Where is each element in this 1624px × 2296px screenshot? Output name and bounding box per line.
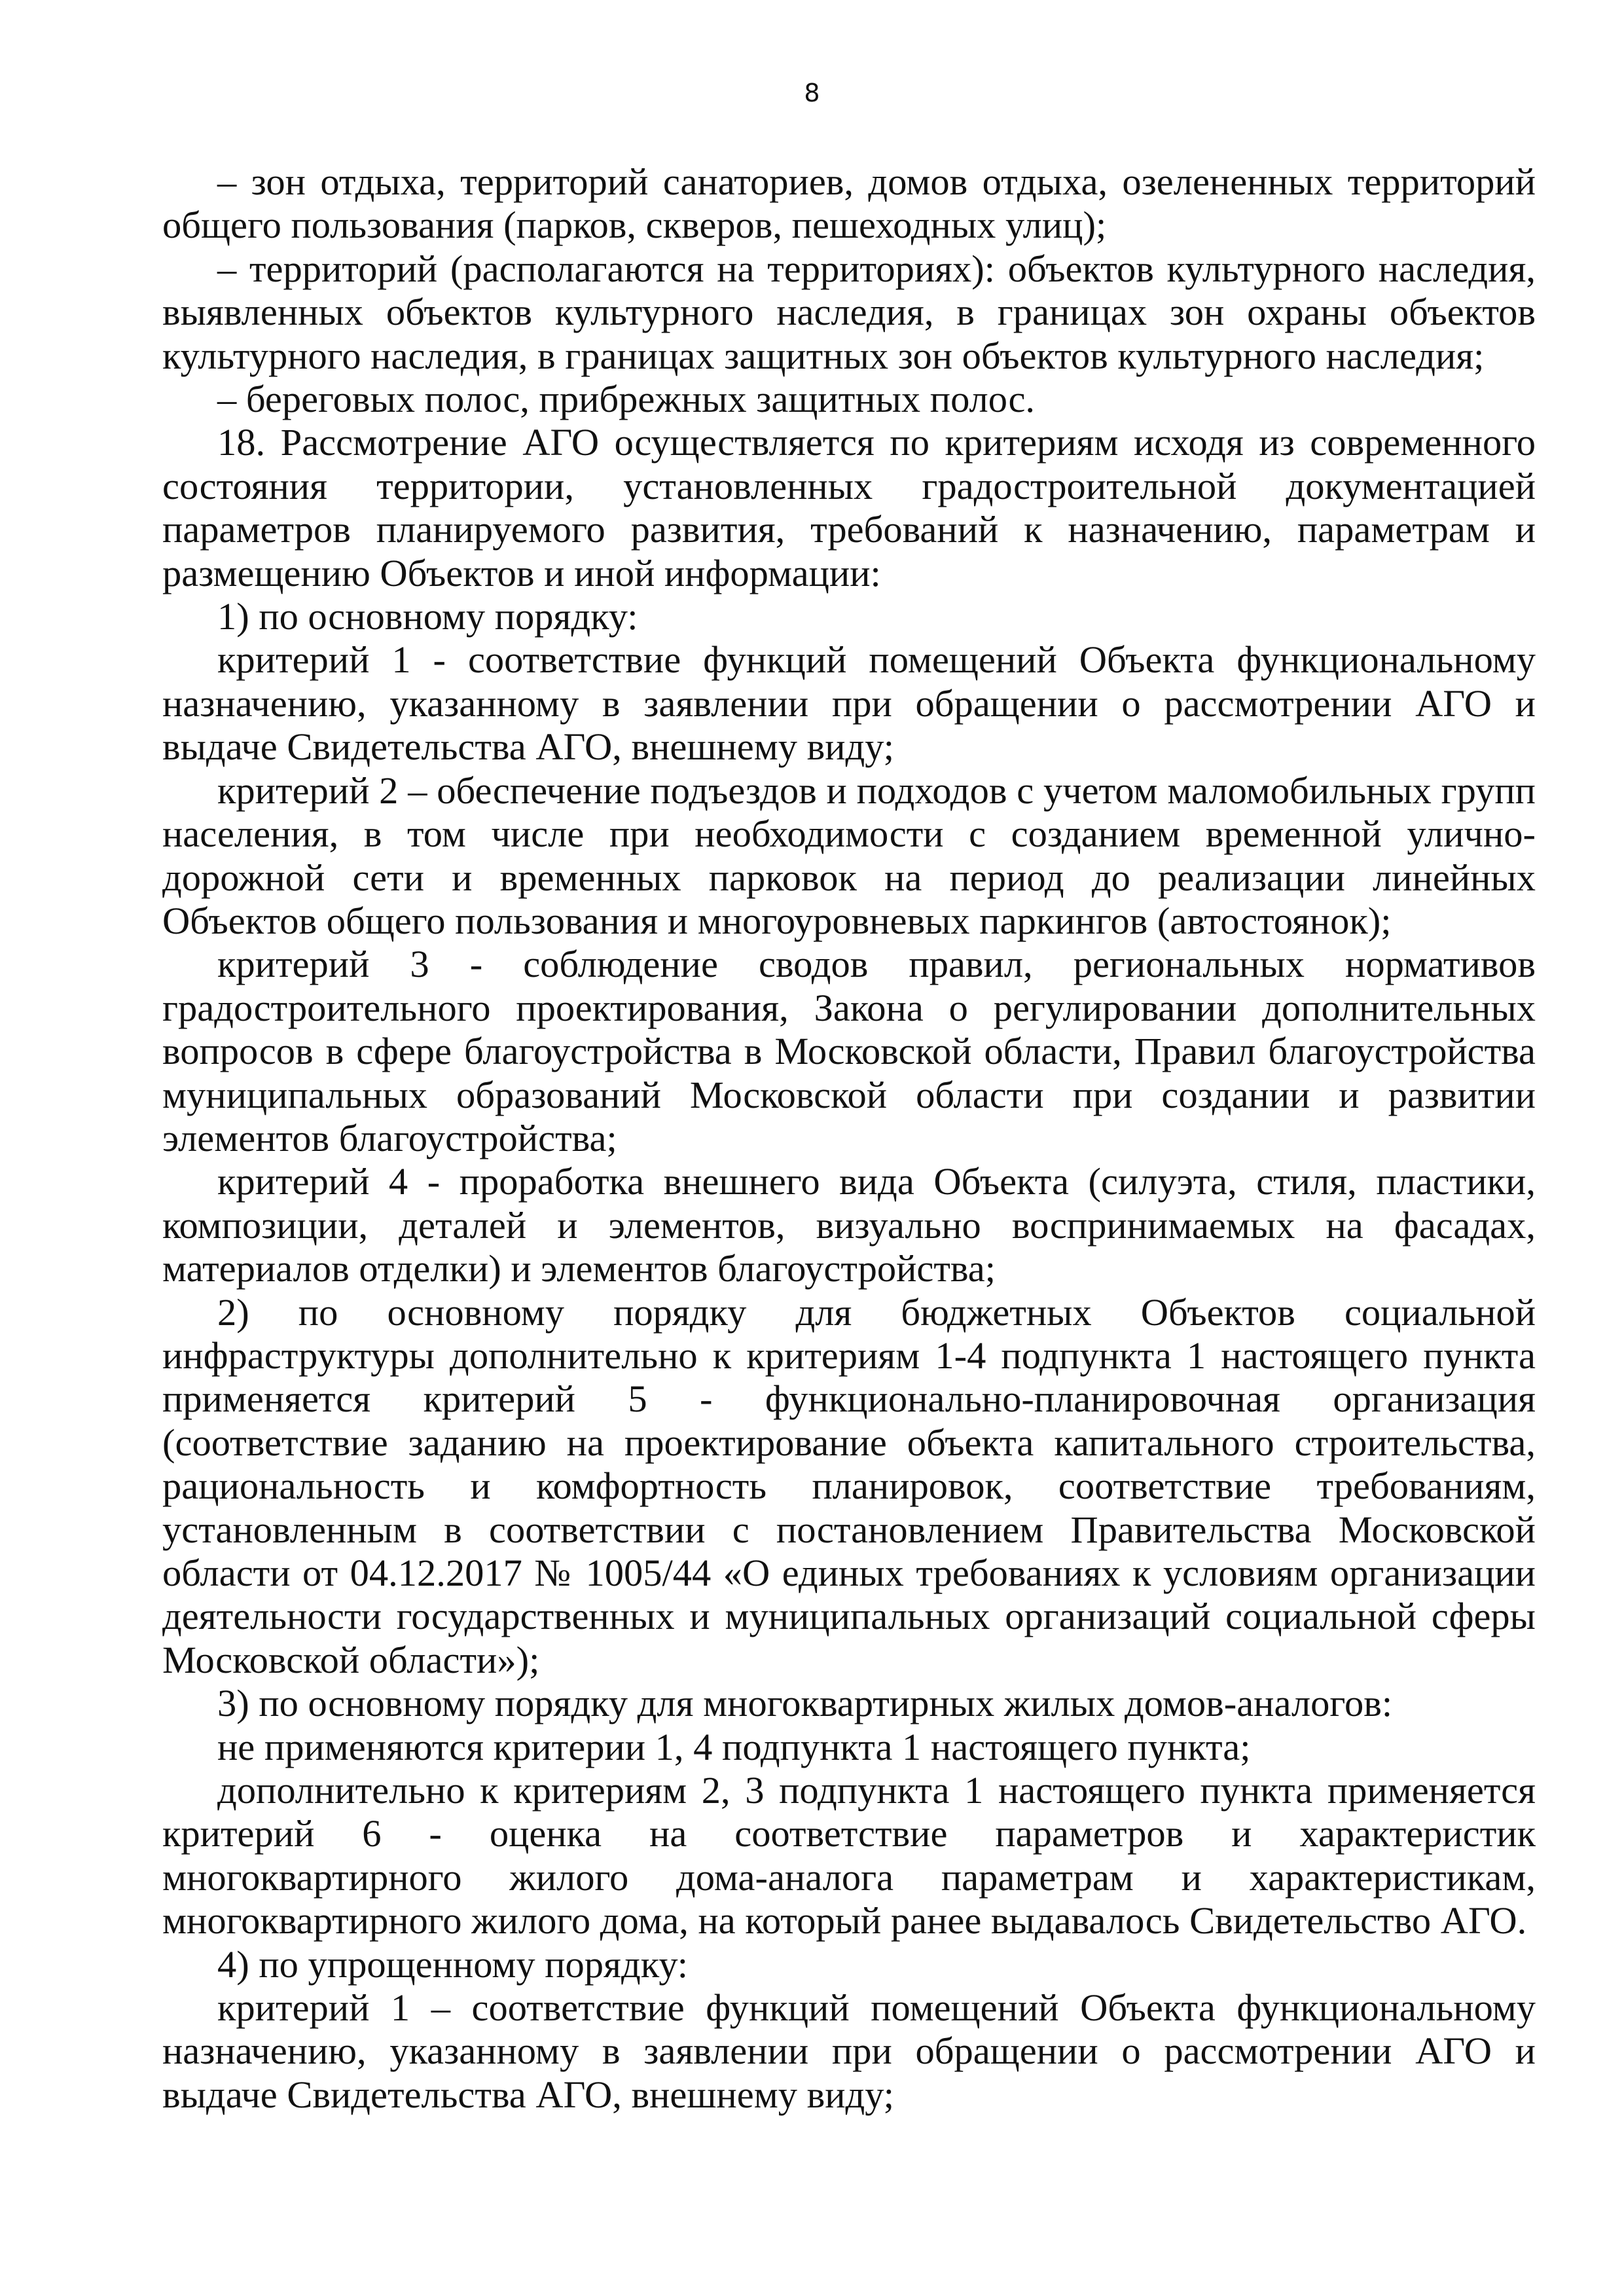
paragraph-simplified-criterion-1: критерий 1 – соответствие функций помещений Объекта функциональному назначению, указанному в заявлении при обращении о рассмотрении АГО и выдаче Свидетельства АГО, внешнему виду; [162, 1986, 1536, 2116]
paragraph-criteria-not-applied: не применяются критерии 1, 4 подпункта 1 настоящего пункта; [217, 1725, 1251, 1768]
paragraph-criterion-6: дополнительно к критериям 2, 3 подпункта 1 настоящего пункта применяется критерий 6 - оценка на соответствие параметров и характеристик многоквартирного жилого дома-аналога параметрам и характеристикам, многоквартирного жилого дома, на который ранее выдавалось Свидетельство АГО. [162, 1769, 1536, 1942]
paragraph-heritage-territories: – территорий (располагаются на территориях): объектов культурного наследия, выявленных объектов культурного наследия, в границах зон охраны объектов культурного наследия, в границах защитных зон объектов культурного наследия; [162, 247, 1536, 377]
paragraph-item-18: 18. Рассмотрение АГО осуществляется по критериям исходя из современного состояния территории, установленных градостроительной документацией параметров планируемого развития, требований к назначению, параметрам и размещению Объектов и иной информации: [162, 421, 1536, 594]
paragraph-coastal-strips: – береговых полос, прибрежных защитных полос. [217, 378, 1036, 421]
paragraph-criterion-4: критерий 4 - проработка внешнего вида Объекта (силуэта, стиля, пластики, композиции, деталей и элементов, визуально воспринимаемых на фасадах, материалов отделки) и элементов благоустройства; [162, 1160, 1536, 1290]
paragraph-subitem-1: 1) по основному порядку: [217, 595, 638, 638]
paragraph-criterion-1: критерий 1 - соответствие функций помещений Объекта функциональному назначению, указанному в заявлении при обращении о рассмотрении АГО и выдаче Свидетельства АГО, внешнему виду; [162, 638, 1536, 769]
paragraph-criterion-2: критерий 2 – обеспечение подъездов и подходов с учетом маломобильных групп населения, в том числе при необходимости с созданием временной улично-дорожной сети и временных парковок на период до реализации линейных Объектов общего пользования и многоуровневых паркингов (автостоянок); [162, 769, 1536, 942]
paragraph-subitem-4: 4) по упрощенному порядку: [217, 1942, 689, 1986]
document-body [162, 160, 1536, 2117]
page-number: 8 [804, 79, 820, 107]
paragraph-subitem-3: 3) по основному порядку для многоквартирных жилых домов-аналогов: [217, 1682, 1393, 1725]
paragraph-criterion-3: критерий 3 - соблюдение сводов правил, региональных нормативов градостроительного проектирования, Закона о регулировании дополнительных вопросов в сфере благоустройства в Московской области, Правил благоустройства муниципальных образований Московской области при создании и развитии элементов благоустройства; [162, 943, 1536, 1159]
paragraph-recreation-zones: – зон отдыха, территорий санаториев, домов отдыха, озелененных территорий общего пользования (парков, скверов, пешеходных улиц); [162, 160, 1536, 247]
paragraph-subitem-2: 2) по основному порядку для бюджетных Объектов социальной инфраструктуры дополнительно к критериям 1-4 подпункта 1 настоящего пункта применяется критерий 5 - функционально-планировочная организация (соответствие заданию на проектирование объекта капитального строительства, рациональность и комфортность планировок, соответствие требованиям, установленным в соответствии с постановлением Правительства Московской области от 04.12.2017 № 1005/44 «О единых требованиях к условиям организации деятельности государственных и муниципальных организаций социальной сферы Московской области»); [162, 1290, 1536, 1681]
